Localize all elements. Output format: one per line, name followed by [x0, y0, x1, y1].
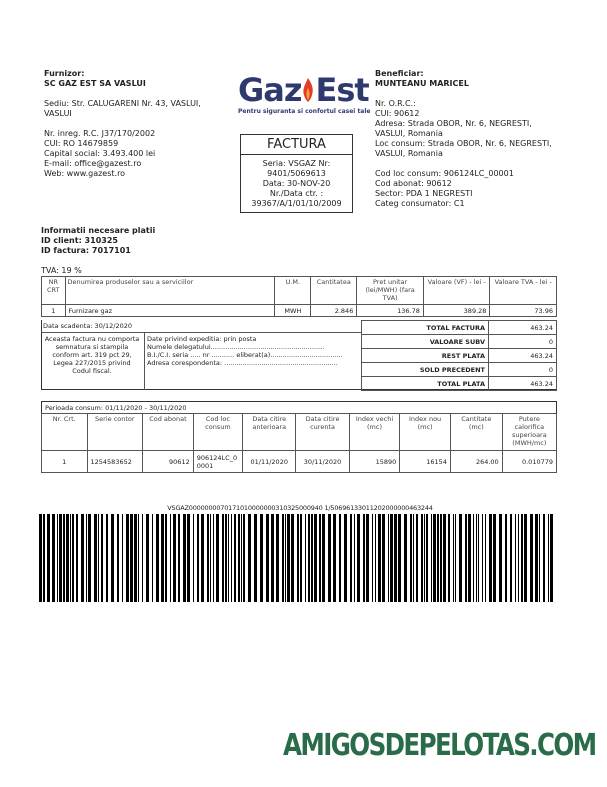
payment-invoice-id: ID factura: 7017101 [41, 246, 131, 255]
cons-prev-date: 01/11/2020 [243, 451, 296, 473]
payment-info [41, 226, 241, 256]
beneficiary-categ: Categ consumator: C1 [375, 199, 465, 208]
barcode-bar [81, 514, 84, 602]
barcode-bar [297, 514, 299, 602]
barcode-bar [354, 514, 355, 602]
beneficiary-block [375, 69, 575, 209]
logo-tagline: Pentru siguranta si confortul casei tale [238, 108, 371, 115]
cons-old-index: 15890 [349, 451, 400, 473]
cons-new-index: 16154 [400, 451, 451, 473]
consumption-period: Perioada consum: 01/11/2020 - 30/11/2020 [41, 401, 557, 413]
totals-table [361, 320, 557, 391]
barcode-bar [530, 514, 533, 602]
barcode-bar [311, 514, 313, 602]
invoice-date: Data: 30-NOV-20 [262, 179, 331, 188]
barcode-bar [210, 514, 211, 602]
barcode-bar [378, 514, 381, 602]
total-value: 463.24 [489, 321, 557, 335]
cons-col-nr: Nr. Crt. [42, 414, 88, 451]
cons-col-serie: Serie contor [87, 414, 143, 451]
beneficiary-address-2: VASLUI, Romania [375, 129, 443, 138]
beneficiary-consum-2: VASLUI, Romania [375, 149, 443, 158]
barcode-bar [375, 514, 376, 602]
col-unit-price: Pret unitar (lei/MWH) (fara TVA) [357, 277, 424, 305]
barcode-bar [231, 514, 232, 602]
table-row [42, 305, 557, 317]
barcode-bar [165, 514, 167, 602]
row-nr: 1 [42, 305, 66, 317]
barcode-bar [410, 514, 412, 602]
barcode-bar [106, 514, 108, 602]
barcode-bar [285, 514, 286, 602]
barcode-bar [357, 514, 360, 602]
barcode-bar [234, 514, 236, 602]
expedition-bi: B.I./C.I. seria ..... nr ........... eliberat(a)................................... [147, 351, 343, 359]
barcode-bar [126, 514, 129, 602]
barcode-bar [459, 514, 462, 602]
cons-nr: 1 [42, 451, 88, 473]
barcode-bar [193, 514, 194, 602]
total-row [362, 321, 557, 335]
cons-col-prev-date: Data citire anterioara [243, 414, 296, 451]
barcode-bar [489, 514, 492, 602]
barcode-bar [300, 514, 302, 602]
barcode-bar [76, 514, 78, 602]
barcode-bar [308, 514, 310, 602]
logo-word-left: Gaz [238, 71, 302, 109]
barcode-bar [122, 514, 123, 602]
barcode-bar [493, 514, 496, 602]
barcode-bar [47, 514, 50, 602]
beneficiary-cod-loc: Cod loc consum: 906124LC_00001 [375, 169, 514, 178]
barcode-bar [416, 514, 418, 602]
barcode-bar [344, 514, 347, 602]
supplier-label: Furnizor: [44, 69, 85, 78]
row-um: MWH [275, 305, 311, 317]
invoice-contract: 39367/A/1/01/10/2009 [251, 199, 342, 208]
total-value: 0 [489, 363, 557, 377]
barcode-bar [465, 514, 467, 602]
barcode-bar [319, 514, 321, 602]
consumption-table [41, 413, 557, 473]
barcode-bar [213, 514, 214, 602]
invoice-title: FACTURA [267, 137, 326, 152]
barcode-bar [52, 514, 55, 602]
barcode-bar [66, 514, 69, 602]
barcode-bar [282, 514, 284, 602]
barcode-bar [216, 514, 219, 602]
cons-serie: 1254583652 [87, 451, 143, 473]
supplier-web: Web: www.gazest.ro [44, 169, 126, 178]
cons-col-loc: Cod loc consum [193, 414, 242, 451]
barcode-bar [117, 514, 119, 602]
row-qty: 2.846 [311, 305, 357, 317]
barcode-bar [328, 514, 331, 602]
cons-col-cur-date: Data citire curenta [296, 414, 349, 451]
barcode-bar [238, 514, 240, 602]
cons-qty: 264.00 [450, 451, 502, 473]
barcode-bar [243, 514, 245, 602]
invoice-contract-label: Nr./Data ctr. : [269, 189, 324, 198]
barcode-bar [111, 514, 114, 602]
total-label: TOTAL PLATA [362, 377, 489, 391]
total-label: TOTAL FACTURA [362, 321, 489, 335]
row-product: Furnizare gaz [65, 305, 275, 317]
supplier-block [44, 69, 234, 179]
total-label: SOLD PRECEDENT [362, 363, 489, 377]
barcode-bar [350, 514, 352, 602]
consumption-header-row [42, 414, 557, 451]
total-value: 0 [489, 335, 557, 349]
barcode-bar [254, 514, 257, 602]
expedition-name: Numele delegatului....................................................... [147, 343, 325, 351]
barcode-bar [146, 514, 149, 602]
row-vat: 73.96 [490, 305, 557, 317]
cons-abonat: 90612 [143, 451, 194, 473]
barcode-bar [138, 514, 139, 602]
expedition-block [147, 335, 359, 367]
beneficiary-label: Beneficiar: [375, 69, 424, 78]
barcode-bar [248, 514, 251, 602]
total-label: REST PLATA [362, 349, 489, 363]
barcode-bar [424, 514, 425, 602]
barcode-bar [390, 514, 393, 602]
barcode-bar [505, 514, 507, 602]
barcode-bar [225, 514, 227, 602]
barcode-bar [515, 514, 516, 602]
barcode-bar [322, 514, 325, 602]
barcode-bar [448, 514, 450, 602]
barcode-bar [241, 514, 242, 602]
barcode-bar [339, 514, 341, 602]
barcode-bar [421, 514, 423, 602]
barcode-bar [388, 514, 389, 602]
beneficiary-sector: Sector: PDA 1 NEGRESTI [375, 189, 473, 198]
barcode-bar [333, 514, 336, 602]
barcode-bar [437, 514, 439, 602]
beneficiary-consum: Loc consum: Strada OBOR, Nr. 6, NEGRESTI, [375, 139, 552, 148]
beneficiary-cui: CUI: 90612 [375, 109, 420, 118]
flame-icon [302, 77, 314, 103]
payment-client-id: ID client: 310325 [41, 236, 118, 245]
barcode-bar [287, 514, 290, 602]
beneficiary-name: MUNTEANU MARICEL [375, 79, 469, 88]
barcode-bar [178, 514, 180, 602]
row-value: 389.28 [423, 305, 490, 317]
barcode-bar [476, 514, 477, 602]
supplier-address-2: VASLUI [44, 109, 72, 118]
supplier-capital: Capital social: 3.493.400 lei [44, 149, 156, 158]
barcode-bar [453, 514, 454, 602]
supplier-reg: Nr. inreg. R.C. J37/170/2002 [44, 129, 156, 138]
table-row [42, 451, 557, 473]
barcode-bar [404, 514, 407, 602]
watermark: AMIGOSDEPELOTAS.COM [283, 728, 596, 763]
barcode-bar [473, 514, 474, 602]
barcode-bar [170, 514, 171, 602]
barcode-bar [207, 514, 209, 602]
cons-calorific: 0.010779 [502, 451, 556, 473]
barcode-bar [88, 514, 91, 602]
barcode-bar [63, 514, 65, 602]
supplier-address: Sediu: Str. CALUGARENI Nr. 43, VASLUI, [44, 99, 201, 108]
barcode-bar [94, 514, 97, 602]
barcode-bar [183, 514, 186, 602]
barcode-bar [98, 514, 99, 602]
barcode-bar [372, 514, 373, 602]
beneficiary-orc: Nr. O.R.C.: [375, 99, 416, 108]
barcode-bar [382, 514, 385, 602]
total-row [362, 377, 557, 391]
total-label: VALOARE SUBV [362, 335, 489, 349]
barcode-bar [130, 514, 133, 602]
barcode-bar [314, 514, 317, 602]
barcode-bar [305, 514, 306, 602]
products-table [41, 276, 557, 317]
cons-cur-date: 30/11/2020 [296, 451, 349, 473]
barcode-bar [86, 514, 87, 602]
barcode-bar [524, 514, 527, 602]
barcode-bar [548, 514, 549, 602]
total-row [362, 363, 557, 377]
supplier-cui: CUI: RO 14679859 [44, 139, 119, 148]
cons-col-qty: Cantitate (mc) [450, 414, 502, 451]
barcode-bar [57, 514, 58, 602]
supplier-name: SC GAZ EST SA VASLUI [44, 79, 146, 88]
barcode-bar [276, 514, 279, 602]
barcode-bar [173, 514, 176, 602]
col-vat: Valoare TVA - lei - [490, 277, 557, 305]
barcode-bar [398, 514, 401, 602]
col-product: Denumirea produselor sau a serviciilor [65, 277, 275, 305]
due-date: Data scadenta: 30/12/2020 [43, 322, 133, 330]
barcode-bar [70, 514, 71, 602]
barcode-bar [543, 514, 545, 602]
barcode-bar [550, 514, 553, 602]
barcode-bar [266, 514, 269, 602]
supplier-email: E-mail: office@gazest.ro [44, 159, 142, 168]
beneficiary-address: Adresa: Strada OBOR, Nr. 6, NEGRESTI, [375, 119, 532, 128]
barcode-bar [197, 514, 199, 602]
barcode-bar [539, 514, 540, 602]
cons-col-abonat: Cod abonat [143, 414, 194, 451]
expedition-address: Adresa corespondenta: ....................................................... [147, 359, 338, 367]
barcode-bar [518, 514, 519, 602]
cons-col-old-index: Index vechi (mc) [349, 414, 400, 451]
col-um: U.M. [275, 277, 311, 305]
barcode-bar [201, 514, 204, 602]
total-row [362, 349, 557, 363]
barcode-bar [431, 514, 432, 602]
payment-title: Informatii necesare platii [41, 226, 156, 235]
barcode-bar [187, 514, 190, 602]
tva-rate: TVA: 19 % [41, 266, 82, 275]
cons-col-calorific: Putere calorifica superioara (MWH/mc) [502, 414, 556, 451]
barcode-bar [101, 514, 103, 602]
barcode-bar [228, 514, 229, 602]
barcode-bar [478, 514, 479, 602]
beneficiary-cod-abonat: Cod abonat: 90612 [375, 179, 452, 188]
barcode-bar [156, 514, 159, 602]
barcode-bar [161, 514, 164, 602]
row-unit-price: 136.78 [357, 305, 424, 317]
barcode-bar [499, 514, 502, 602]
barcode-bar [363, 514, 365, 602]
barcode-bar [482, 514, 483, 602]
col-value: Valoare (VF) - lei - [423, 277, 490, 305]
barcode-text: VSGAZ0000000070171010000000310325000940 1/50696133011202000000463244 [167, 504, 433, 512]
barcode-bar [455, 514, 456, 602]
barcode-bar [443, 514, 446, 602]
barcode-bar [43, 514, 45, 602]
barcode-bar [142, 514, 143, 602]
cons-loc: 906124LC_00001 [193, 451, 242, 473]
barcode-bar [426, 514, 428, 602]
barcode-bar [260, 514, 263, 602]
logo-word-right: Est [315, 71, 369, 109]
barcode-bar [510, 514, 512, 602]
invoice-serie: Seria: VSGAZ Nr: [262, 159, 331, 168]
total-row [362, 335, 557, 349]
barcode-bar [394, 514, 397, 602]
barcode-bar [413, 514, 414, 602]
barcode-bar [485, 514, 486, 602]
barcode [39, 514, 559, 602]
col-nr: NR CRT [42, 277, 66, 305]
barcode-bar [39, 514, 42, 602]
barcode-bar [366, 514, 369, 602]
expedition-title: Date privind expeditia: prin posta [147, 335, 257, 343]
barcode-bar [222, 514, 224, 602]
total-value: 463.24 [489, 377, 557, 391]
cons-col-new-index: Index nou (mc) [400, 414, 451, 451]
barcode-bar [291, 514, 294, 602]
total-value: 463.24 [489, 349, 557, 363]
invoice-number: 9401/5069613 [267, 169, 326, 178]
barcode-bar [433, 514, 436, 602]
company-logo [238, 72, 374, 116]
barcode-bar [59, 514, 62, 602]
barcode-bar [535, 514, 538, 602]
col-qty: Cantitatea [311, 277, 357, 305]
barcode-bar [271, 514, 274, 602]
products-header-row [42, 277, 557, 305]
barcode-bar [440, 514, 442, 602]
barcode-bar [521, 514, 523, 602]
barcode-bar [468, 514, 471, 602]
stamp-note: Aceasta factura nu comporta semnatura si stampila conform art. 319 pct 29, Legea 227/2015 privind Codul fiscal. [44, 335, 140, 375]
invoice-box [240, 134, 353, 213]
barcode-bar [134, 514, 137, 602]
barcode-bar [152, 514, 153, 602]
barcode-bar [72, 514, 74, 602]
